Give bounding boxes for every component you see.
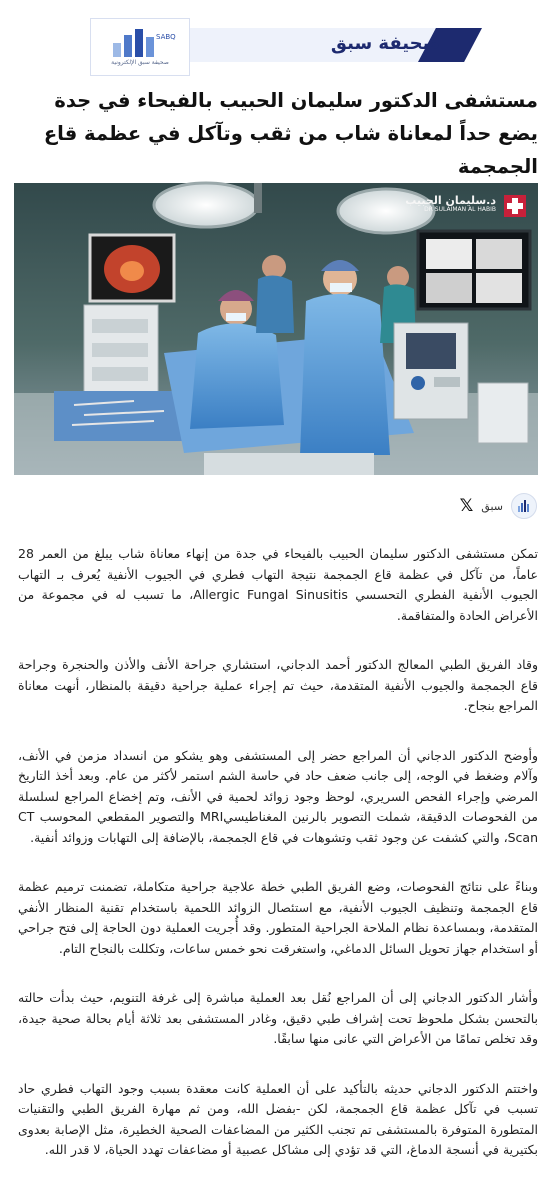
article-paragraph: وأوضح الدكتور الدجاني أن المراجع حضر إلى المستشفى وهو يشكو من انسداد مزمن في الأنف، وآلام وضغط في الوجه، إلى جانب ضعف حاد في حاسة الشم استمر لأكثر من عام. وبعد أخذ التاريخ المرضي وإجراء الفحص السريري، لوحظ وجود زوائد لحمية في الأنف، وتم إخضاع المراجع لسلسلة من الفحوصات الدقيقة، شملت التصوير بالرنين المغناطيسيMRI والتصوير المقطعي المحوسب CT Scan، والتي كشفت عن وجود ثقب وتشوهات في قاع الجمجمة، بالإضافة إلى التهابات وزوائد أنفية. — [18, 747, 538, 845]
article-paragraph: وبناءً على نتائج الفحوصات، وضع الفريق الطبي خطة علاجية جراحية متكاملة، تضمنت ترميم عظمة قاع الجمجمة وتنظيف الجيوب الأنفية، مع استئصال الزوائد اللحمية باستخدام تقنية المنظار الأنفي المتقدمة، وبمساعدة نظام الملاحة الجراحية المتطور. وقد أُجريت العملية دون الحاجة إلى فتح جراحي أو استخدام جهاز تحويل السائل الدماغي، واستغرقت نحو خمس ساعات، وتكللت بالنجاح التام. — [18, 879, 538, 956]
x-icon[interactable]: 𝕏 — [459, 496, 474, 516]
article-paragraph: وأشار الدكتور الدجاني إلى أن المراجع نُقل بعد العملية مباشرة إلى غرفة التنويم، حيث بدأت حالته بالتحسن بشكل ملحوظ تحت إشراف طبي دقيق، وغادر المستشفى بعد ثلاثة أيام بحالة صحية جيدة، وقد تخلص تمامًا من الأعراض التي عانى منها سابقًا. — [18, 990, 538, 1046]
article-paragraph: تمكن مستشفى الدكتور سليمان الحبيب بالفيحاء في جدة من إنهاء معاناة شاب يبلغ من العمر 28 عاماً، من تآكل في عظمة قاع الجمجمة نتيجة التهاب فطري في الجيوب الأنفية يُعرف بـ التهاب الجيوب الأنفية الفطري التحسسي Allergic Fungal Sinusitis، ما تسبب له في مجموعة من الأعراض الحادة والمتفاقمة. — [18, 546, 538, 623]
operating-room-photo — [14, 183, 538, 475]
article-hero-image — [14, 183, 538, 475]
article-title: مستشفى الدكتور سليمان الحبيب بالفيحاء في جدة يضع حداً لمعاناة شاب من ثقب وتآكل في عظمة قاع الجمجمة — [43, 89, 538, 178]
logo-bars-icon — [109, 29, 176, 57]
site-header — [70, 18, 482, 74]
brand-cross-icon — [504, 195, 526, 217]
watermark-sub: DR SULAIMAN AL HABIB — [424, 205, 496, 213]
article-paragraph: وقاد الفريق الطبي المعالج الدكتور أحمد الدجاني، استشاري جراحة الأنف والأذن والحنجرة وجراحة قاع الجمجمة والجيوب الأنفية المتقدمة، حيث تم إجراء عملية جراحية دقيقة بالمنظار، أنهت معاناة المراجع بنجاح. — [18, 657, 538, 713]
article-paragraph: واختتم الدكتور الدجاني حديثه بالتأكيد على أن العملية كانت معقدة بسبب وجود التهاب فطري حاد تسبب في تآكل عظمة قاع الجمجمة، لكن -بفضل الله، ومن ثم مهارة الفريق الطبي والتقنيات المتطورة المتوفرة بالمستشفى تم تجنب الكثير من المضاعفات الصحية الخطيرة، مثل الإصابة بعدوى بكتيرية في أنسجة الدماغ، التي قد تؤدي إلى مشاكل عصبية أو مضاعفات تهدد الحياة، لا قدر الله. — [18, 1080, 538, 1157]
source-logo-icon — [517, 500, 531, 512]
article-byline — [460, 494, 537, 518]
logo-subtitle: صحيفة سبق الإلكترونية — [111, 59, 169, 66]
logo-text: SABQ — [156, 33, 176, 41]
article-body — [18, 544, 538, 1190]
hospital-watermark — [386, 195, 496, 213]
source-avatar[interactable] — [511, 493, 537, 519]
watermark-name: د.سليمان الحبيب — [405, 194, 496, 207]
site-logo[interactable] — [90, 18, 190, 76]
source-label[interactable]: سبق — [481, 499, 503, 513]
brand-name-link[interactable]: صحيفة سبق — [330, 33, 440, 54]
